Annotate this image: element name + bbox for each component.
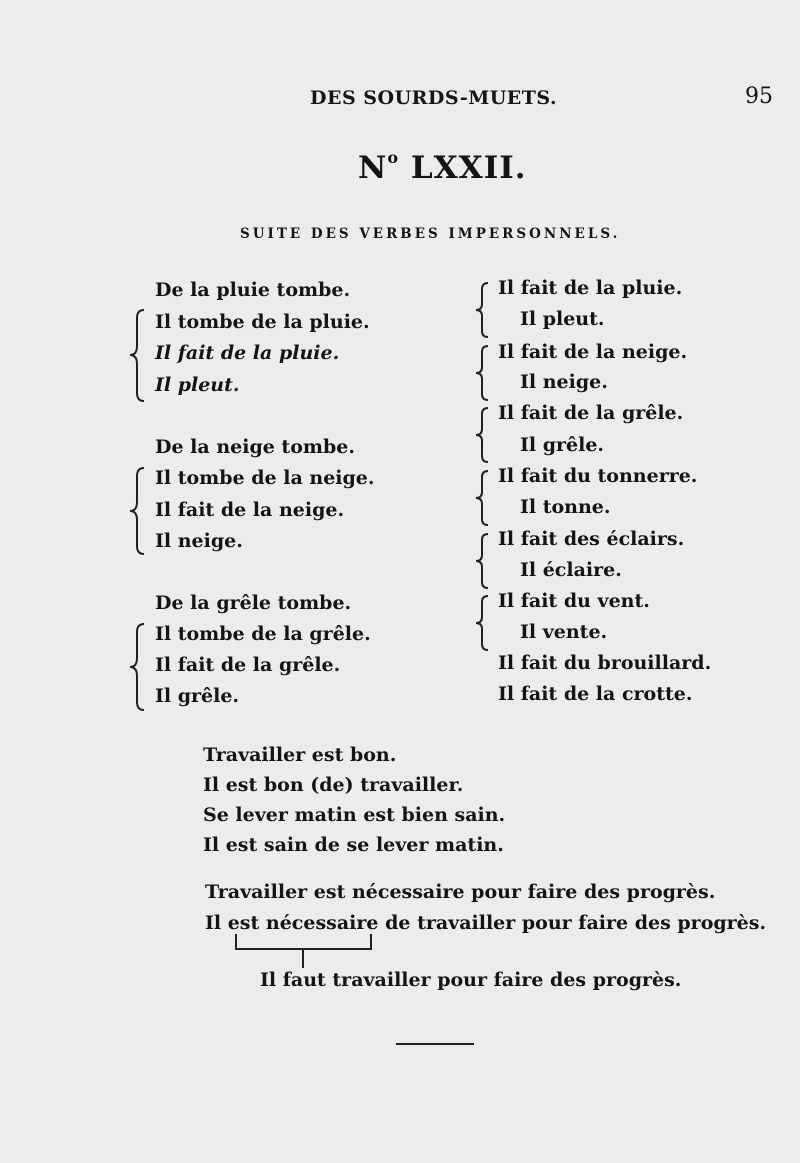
right-line-8: Il tonne. [520,496,611,518]
left-group-3-line-4: Il grêle. [155,685,240,707]
right-line-7: Il fait du tonnerre. [498,465,698,487]
left-group-2-line-1: De la neige tombe. [155,436,355,458]
lesson-number-sup: o [387,147,400,167]
right-line-4: Il neige. [520,371,608,393]
final-line-2: Il est nécessaire de travailler pour faire des progrès. [205,912,767,934]
lesson-number-value: LXXII. [410,150,527,186]
right-brace-5 [474,532,494,590]
right-brace-3 [474,406,494,464]
right-line-11: Il fait du vent. [498,590,650,612]
section-subtitle: SUITE DES VERBES IMPERSONNELS. [240,226,621,242]
example-line-1: Travailler est bon. [203,744,397,766]
left-group-1-line-1: De la pluie tombe. [155,279,351,301]
right-brace-2 [474,344,494,402]
example-line-3: Se lever matin est bien sain. [203,804,506,826]
lesson-number-prefix: N [358,150,388,186]
right-line-10: Il éclaire. [520,559,622,581]
right-brace-6 [474,594,494,652]
right-line-6: Il grêle. [520,434,605,456]
connector-stem [302,950,304,968]
right-line-13: Il fait du brouillard. [498,652,712,674]
right-brace-1 [474,281,494,339]
left-group-2-line-3: Il fait de la neige. [155,499,345,521]
left-brace-1 [128,308,150,403]
left-group-3-line-2: Il tombe de la grêle. [155,623,371,645]
example-line-4: Il est sain de se lever matin. [203,834,504,856]
right-line-5: Il fait de la grêle. [498,402,684,424]
example-line-2: Il est bon (de) travailler. [203,774,464,796]
right-line-1: Il fait de la pluie. [498,277,683,299]
left-brace-3 [128,622,150,712]
right-line-14: Il fait de la crotte. [498,683,693,705]
final-line-1: Travailler est nécessaire pour faire des progrès. [205,881,716,903]
right-line-3: Il fait de la neige. [498,341,688,363]
right-line-2: Il pleut. [520,308,605,330]
page-number: 95 [745,84,773,109]
right-line-12: Il vente. [520,621,608,643]
left-group-1-line-4: Il pleut. [155,374,240,396]
left-brace-2 [128,466,150,556]
right-line-9: Il fait des éclairs. [498,528,685,550]
left-group-2-line-2: Il tombe de la neige. [155,467,375,489]
end-rule [396,1043,474,1045]
left-group-1-line-2: Il tombe de la pluie. [155,311,370,333]
left-group-3-line-1: De la grêle tombe. [155,592,352,614]
running-header: DES SOURDS-MUETS. [310,87,558,109]
final-line-3: Il faut travailler pour faire des progrès. [260,969,682,991]
connector-right-tick [370,934,372,949]
connector-left-tick [235,934,237,949]
left-group-2-line-4: Il neige. [155,530,243,552]
left-group-1-line-3: Il fait de la pluie. [155,342,340,364]
left-group-3-line-3: Il fait de la grêle. [155,654,341,676]
right-brace-4 [474,469,494,527]
lesson-number [358,147,527,186]
